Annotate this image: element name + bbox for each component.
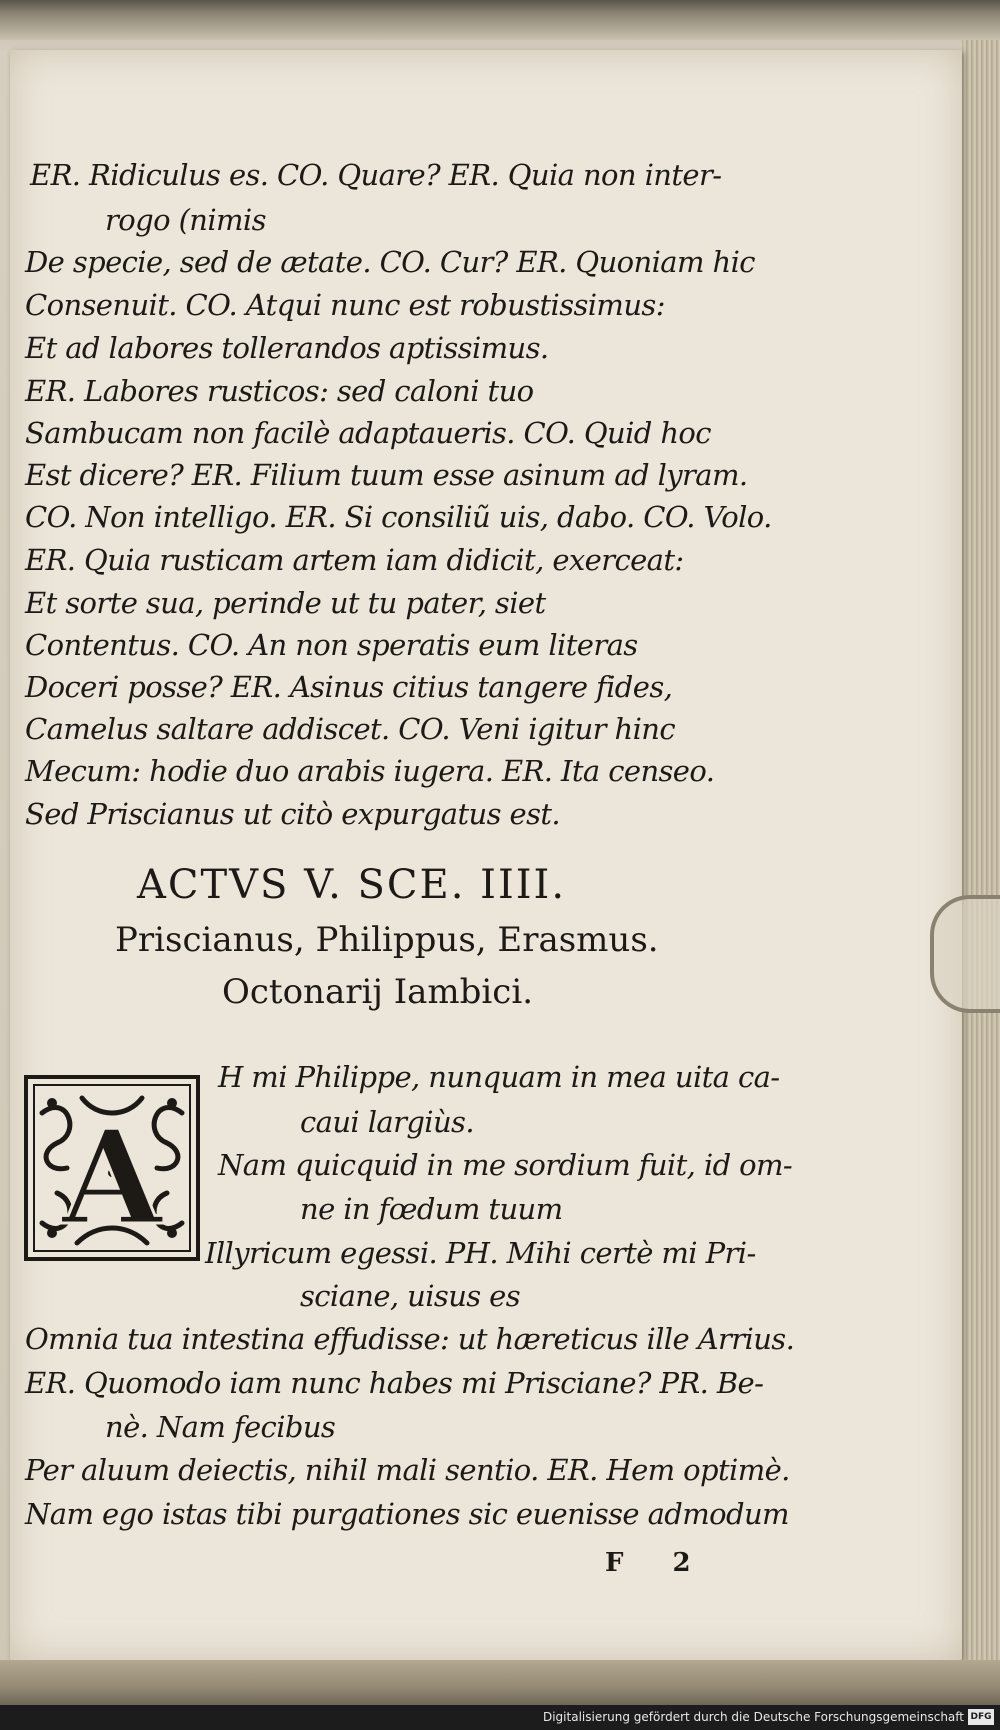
text-line: sciane, uisus es — [300, 1279, 521, 1313]
text-line: Est dicere? ER. Filium tuum esse asinum ad lyram. — [25, 458, 748, 492]
text-line: Et ad labores tollerandos aptissimus. — [25, 331, 549, 365]
characters-heading: Priscianus, Philippus, Erasmus. — [115, 920, 659, 960]
initial-letter: A — [61, 1101, 163, 1254]
text-line: Mecum: hodie duo arabis iugera. ER. Ita censeo. — [25, 754, 715, 788]
decorated-initial-a-icon — [22, 1073, 202, 1263]
text-line: Nam quicquid in me sordium fuit, id om- — [218, 1148, 793, 1182]
text-line: Nam ego istas tibi purgationes sic euenisse admodum — [25, 1497, 789, 1531]
signature-mark: F 2 — [605, 1548, 711, 1578]
text-line: H mi Philippe, nunquam in mea uita ca- — [218, 1060, 780, 1094]
text-line: caui largiùs. — [300, 1105, 474, 1139]
text-line: De specie, sed de ætate. CO. Cur? ER. Quoniam hic — [25, 245, 755, 279]
text-line: ER. Quia rusticam artem iam didicit, exerceat: — [25, 543, 684, 577]
text-line: Per aluum deiectis, nihil mali sentio. ER. Hem optimè. — [25, 1453, 790, 1487]
text-line: ne in fœdum tuum — [300, 1192, 563, 1226]
footer-credit: Digitalisierung gefördert durch die Deutsche Forschungsgemeinschaft — [542, 1710, 964, 1724]
text-line: Sambucam non facilè adaptaueris. CO. Quid hoc — [25, 416, 711, 450]
dfg-logo-icon: DFG — [968, 1709, 994, 1725]
text-line: Omnia tua intestina effudisse: ut hæreticus ille Arrius. — [25, 1322, 795, 1356]
text-line: Consenuit. CO. Atqui nunc est robustissimus: — [25, 288, 665, 322]
text-line: ER. Quomodo iam nunc habes mi Prisciane? PR. Be- — [25, 1366, 764, 1400]
meter-heading: Octonarij Iambici. — [222, 972, 533, 1012]
footer-bar — [0, 1705, 1000, 1730]
text-line: Contentus. CO. An non speratis eum literas — [25, 628, 638, 662]
act-heading: ACTVS V. SCE. IIII. — [137, 862, 567, 908]
text-line: ER. Labores rusticos: sed caloni tuo — [25, 374, 534, 408]
text-line: Illyricum egessi. PH. Mihi certè mi Pri- — [205, 1236, 756, 1270]
text-line: CO. Non intelligo. ER. Si consiliũ uis, dabo. CO. Volo. — [25, 500, 772, 534]
text-line: Camelus saltare addiscet. CO. Veni igitur hinc — [25, 712, 676, 746]
text-line: rogo (nimis — [105, 203, 266, 237]
text-line: Sed Priscianus ut citò expurgatus est. — [25, 797, 561, 831]
text-line: Et sorte sua, perinde ut tu pater, siet — [25, 586, 546, 620]
text-line: nè. Nam fecibus — [105, 1410, 336, 1444]
text-line: Doceri posse? ER. Asinus citius tangere fides, — [25, 670, 673, 704]
text-line: ER. Ridiculus es. CO. Quare? ER. Quia non inter- — [30, 158, 722, 192]
